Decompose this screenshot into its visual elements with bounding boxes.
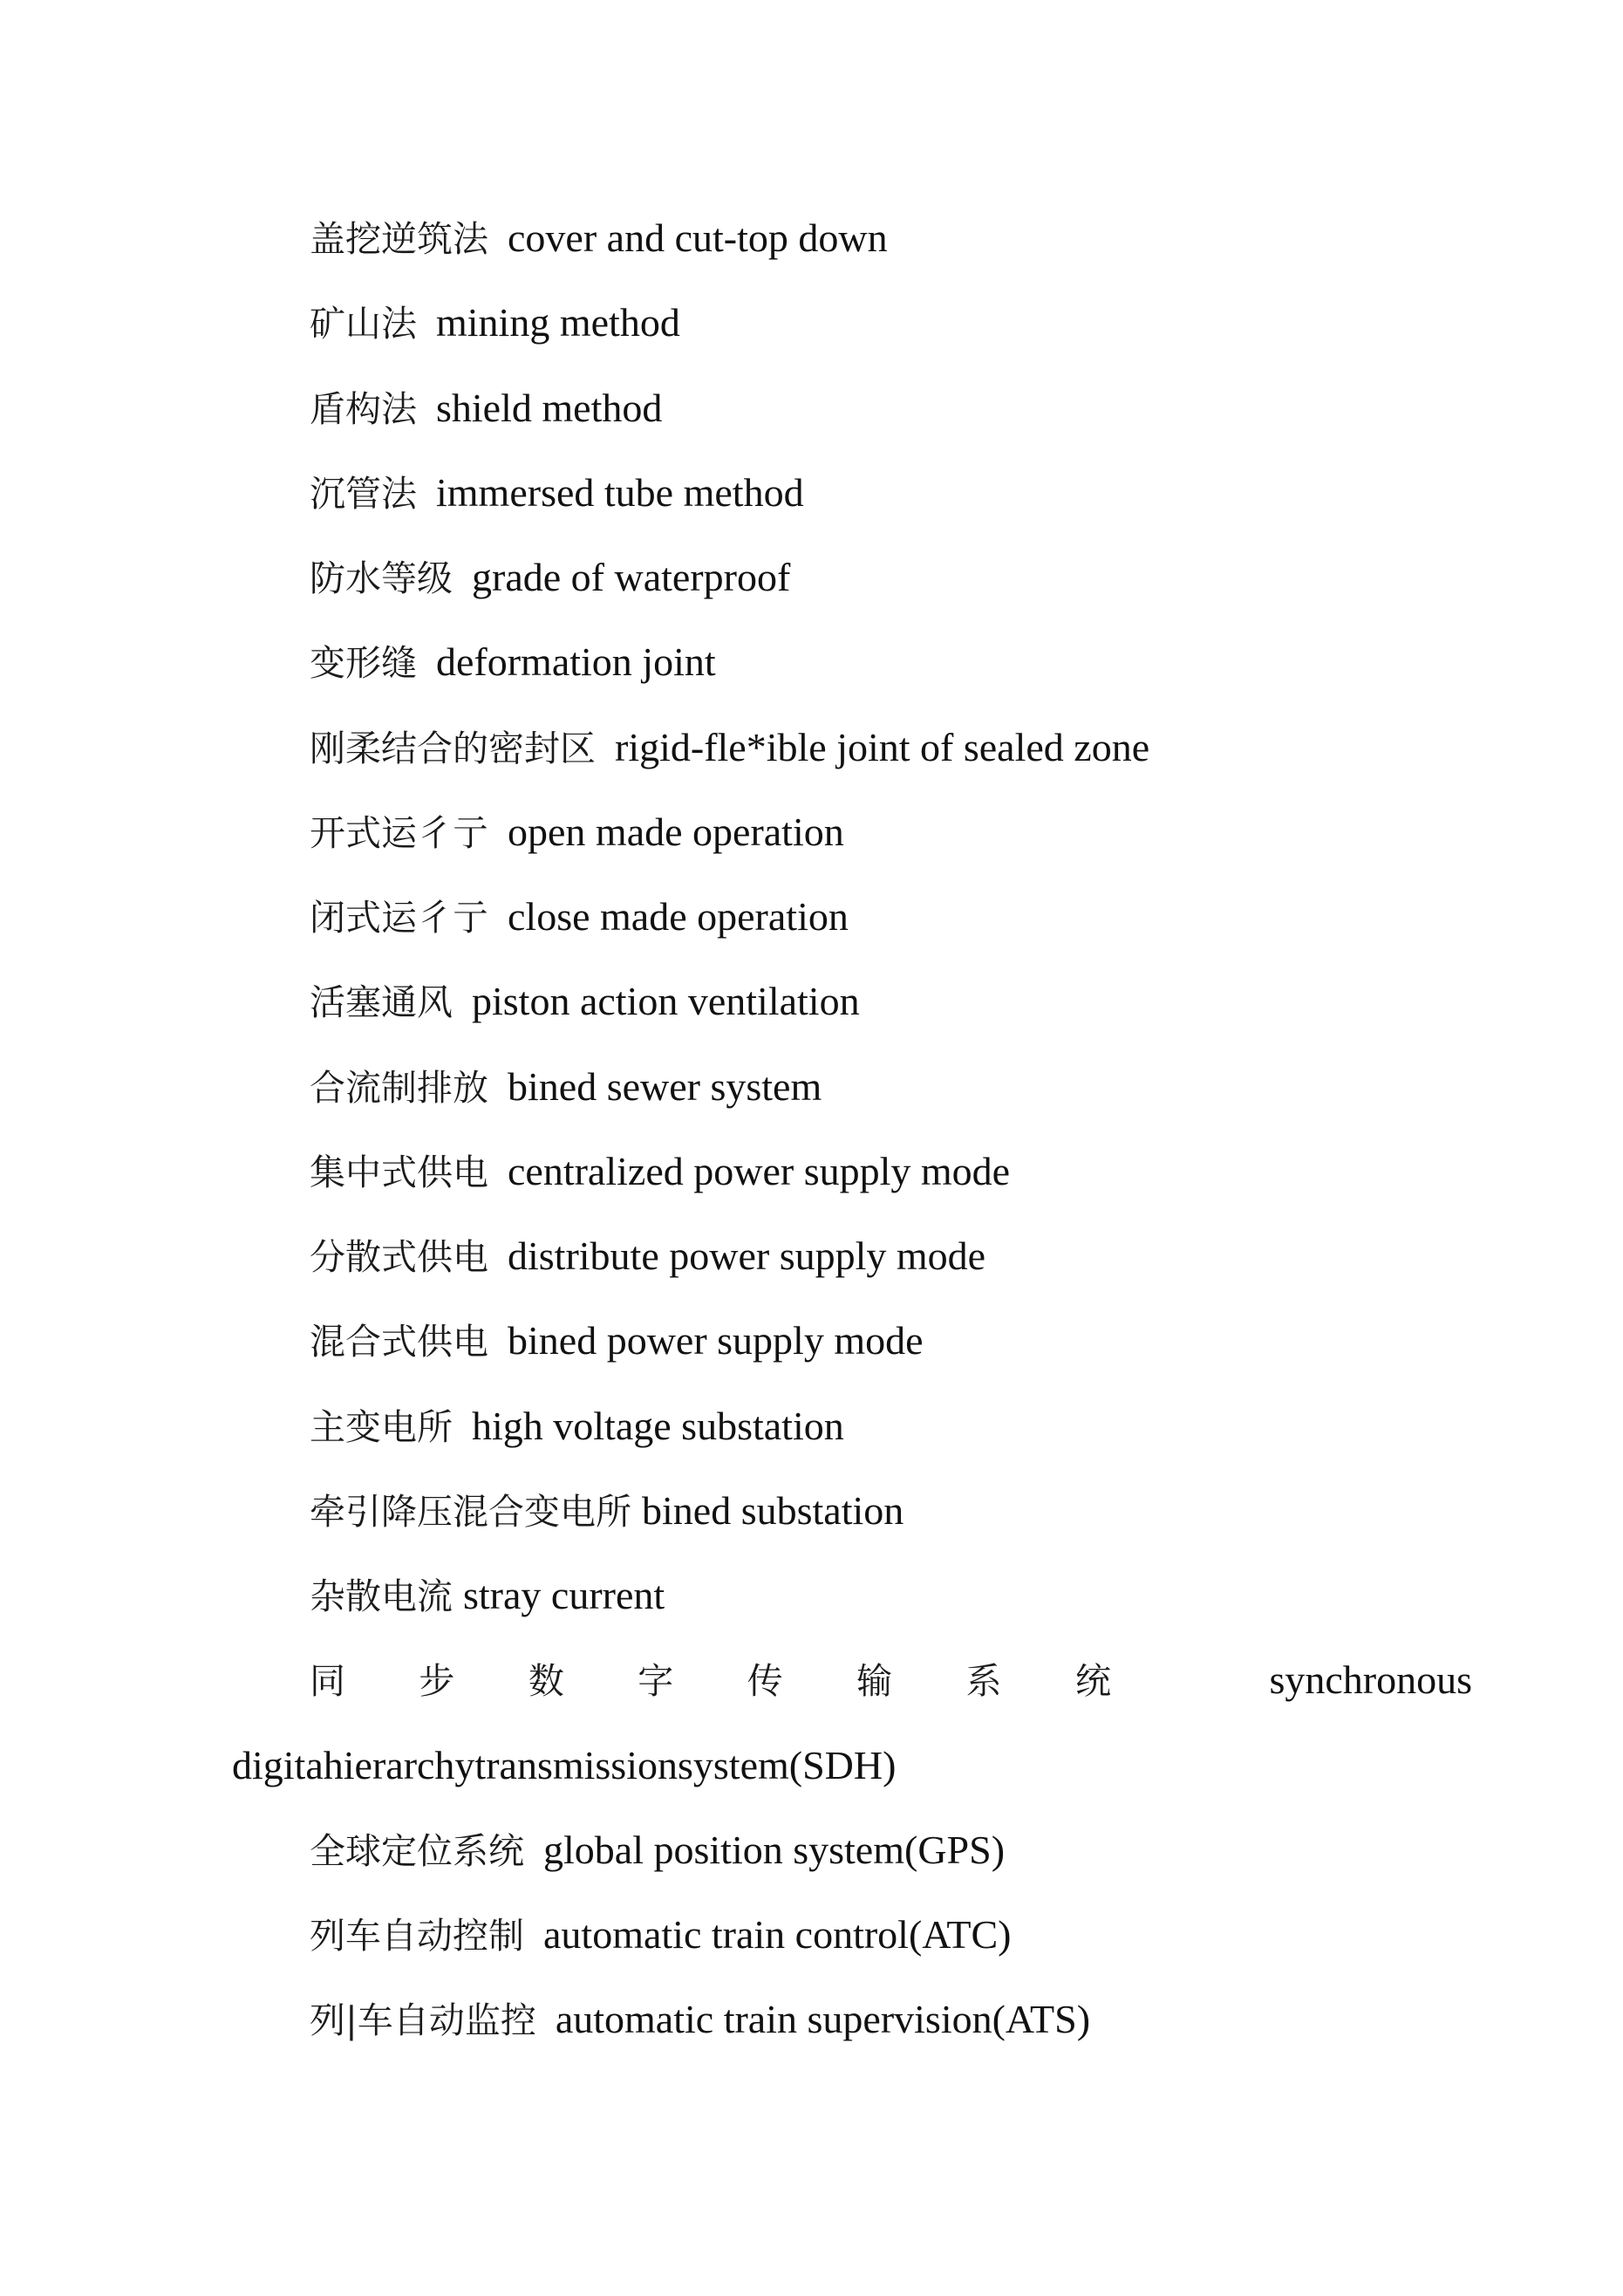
glossary-entry-continuation (0, 1723, 1623, 1807)
term-chinese: 盖挖逆筑法 (310, 218, 488, 260)
glossary-entry (0, 195, 1623, 280)
term-chinese: 分散式供电 (310, 1236, 488, 1278)
term-chinese: 刚柔结合的密封区 (310, 727, 596, 769)
term-english: bined sewer system (508, 1063, 822, 1109)
term-chinese: 杂散电流 (310, 1575, 453, 1617)
term-english: automatic train control(ATC) (543, 1912, 1012, 1957)
term-english: global position system(GPS) (543, 1827, 1006, 1872)
glossary-entry (0, 1977, 1623, 2061)
glossary-entry (0, 1553, 1623, 1637)
glossary-entry (0, 1298, 1623, 1383)
spread-char: 步 (419, 1660, 455, 1703)
term-english: deformation joint (436, 639, 716, 685)
term-english: bined power supply mode (508, 1318, 924, 1363)
glossary-entry (0, 1129, 1623, 1213)
term-chinese: 列车自动控制 (310, 1915, 524, 1957)
term-english: automatic train supervision(ATS) (555, 1997, 1091, 2042)
term-chinese: 变形缝 (310, 642, 417, 685)
term-chinese: 主变电所 (310, 1405, 453, 1448)
glossary-entry (0, 789, 1623, 874)
spread-char: 统 (1074, 1660, 1111, 1703)
term-english-continuation: digitahierarchytransmissionsystem(SDH) (232, 1742, 897, 1787)
glossary-entry-justified (0, 1637, 1623, 1722)
glossary-entry (0, 535, 1623, 619)
term-chinese: 牵引降压混合变电所 (310, 1490, 631, 1533)
glossary-entry (0, 280, 1623, 365)
term-english: stray current (463, 1573, 665, 1617)
term-chinese: 开式运彳亍 (310, 811, 488, 854)
term-english: centralized power supply mode (508, 1148, 1011, 1193)
term-english: immersed tube method (436, 469, 804, 515)
term-english: shield method (436, 385, 663, 430)
spread-char: 系 (965, 1660, 1002, 1703)
term-chinese (310, 1639, 1111, 1724)
term-chinese: 集中式供电 (310, 1151, 488, 1193)
term-english: rigid-fle*ible joint of sealed zone (615, 724, 1150, 769)
glossary-entry (0, 959, 1623, 1043)
term-english: synchronous (1269, 1657, 1472, 1703)
term-english: piston action ventilation (472, 979, 860, 1024)
spread-char: 字 (638, 1660, 674, 1703)
term-english: mining method (436, 300, 680, 345)
term-chinese: 矿山法 (310, 303, 417, 345)
term-chinese: 活塞通风 (310, 981, 453, 1024)
term-chinese: 盾构法 (310, 387, 417, 430)
spread-char: 传 (747, 1660, 783, 1703)
glossary-entry (0, 1892, 1623, 1977)
term-english: bined substation (642, 1487, 904, 1533)
glossary-entry (0, 619, 1623, 704)
term-english: cover and cut-top down (508, 215, 888, 260)
spread-char: 输 (856, 1660, 893, 1703)
glossary-entry (0, 1384, 1623, 1468)
glossary-entry (0, 366, 1623, 450)
term-english: high voltage substation (472, 1403, 844, 1448)
term-english: open made operation (508, 809, 844, 854)
term-chinese: 闭式运彳亍 (310, 897, 488, 939)
term-chinese: 列|车自动监控 (310, 1999, 536, 2042)
term-chinese: 合流制排放 (310, 1066, 488, 1109)
term-chinese: 沉管法 (310, 472, 417, 515)
glossary-entry (0, 1213, 1623, 1298)
glossary-entry (0, 874, 1623, 959)
spread-char: 同 (310, 1660, 345, 1703)
glossary-entry (0, 1807, 1623, 1892)
spread-char: 数 (528, 1660, 564, 1703)
term-chinese: 全球定位系统 (310, 1829, 524, 1872)
glossary-entry (0, 705, 1623, 789)
term-english: distribute power supply mode (508, 1233, 986, 1278)
term-chinese: 防水等级 (310, 557, 453, 599)
justified-line (310, 1637, 1472, 1724)
term-chinese: 混合式供电 (310, 1321, 488, 1363)
term-english: close made operation (508, 894, 849, 939)
glossary-entry (0, 1044, 1623, 1129)
glossary-entry (0, 1468, 1623, 1553)
glossary-entry (0, 450, 1623, 535)
term-english: grade of waterproof (472, 555, 791, 599)
